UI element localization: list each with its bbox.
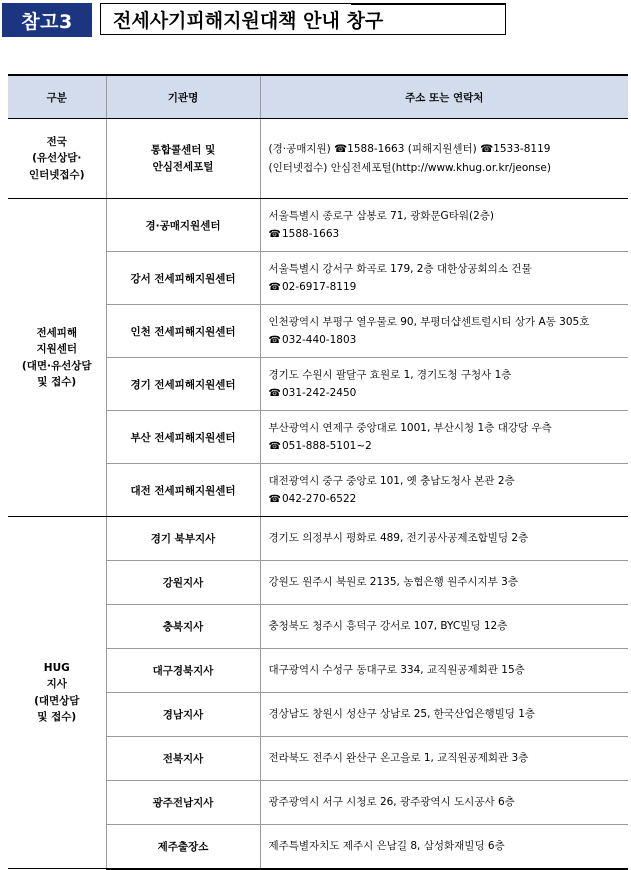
address-cell: 전라북도 전주시 완산구 온고을로 1, 교직원공제회관 3층 bbox=[260, 737, 628, 781]
address-cell: 대구광역시 수성구 동대구로 334, 교직원공제회관 15층 bbox=[260, 649, 628, 693]
address-cell: 경기도 수원시 팔달구 효원로 1, 경기도청 구청사 1층 ☎031-242-2450 bbox=[260, 358, 628, 411]
phone-icon: ☎ bbox=[268, 440, 281, 452]
org-gyeonggi-center: 경기 전세피해지원센터 bbox=[106, 358, 260, 411]
page-title-box bbox=[100, 3, 506, 35]
address-cell: 부산광역시 연제구 중앙대로 1001, 부산시청 1층 대강당 우측 ☎051-888-5101~2 bbox=[260, 411, 628, 464]
column-header-category: 구분 bbox=[8, 75, 106, 119]
table-row bbox=[8, 119, 628, 199]
org-gyeongnam-branch: 경남지사 bbox=[106, 693, 260, 737]
address-call-center: (경·공매지원) ☎1588-1663 (피해지원센터) ☎1533-8119 (인터넷접수) 안심전세포털(http://www.khug.or.kr/jeonse) bbox=[260, 119, 628, 199]
column-header-address: 주소 또는 연락처 bbox=[260, 75, 628, 119]
category-nationwide: 전국 (유선상담· 인터넷접수) bbox=[8, 119, 106, 199]
org-jeju-office: 제주출장소 bbox=[106, 825, 260, 869]
address-cell: 서울특별시 종로구 삼봉로 71, 광화문G타워(2층) ☎1588-1663 bbox=[260, 199, 628, 252]
page-header bbox=[0, 0, 631, 44]
reference-badge: 참고3 bbox=[2, 3, 92, 37]
table-row bbox=[8, 199, 628, 252]
page-title: 전세사기피해지원대책 안내 창구 bbox=[113, 9, 384, 32]
org-daegu-gyeongbuk-branch: 대구경북지사 bbox=[106, 649, 260, 693]
address-cell: 충청북도 청주시 흥덕구 강서로 107, BYC빌딩 12층 bbox=[260, 605, 628, 649]
org-gangwon-branch: 강원지사 bbox=[106, 561, 260, 605]
address-cell: 경기도 의정부시 평화로 489, 전기공사공제조합빌딩 2층 bbox=[260, 517, 628, 561]
org-call-center: 통합콜센터 및 안심전세포털 bbox=[106, 119, 260, 199]
org-jeonbuk-branch: 전북지사 bbox=[106, 737, 260, 781]
org-chungbuk-branch: 충북지사 bbox=[106, 605, 260, 649]
org-incheon-center: 인천 전세피해지원센터 bbox=[106, 305, 260, 358]
phone-icon: ☎ bbox=[268, 334, 281, 346]
phone-icon: ☎ bbox=[268, 387, 281, 399]
address-cell: 광주광역시 서구 시청로 26, 광주광역시 도시공사 6층 bbox=[260, 781, 628, 825]
table-row bbox=[8, 517, 628, 561]
address-cell: 서울특별시 강서구 화곡로 179, 2층 대한상공회의소 건물 ☎02-6917-8119 bbox=[260, 252, 628, 305]
title-top-rule bbox=[351, 3, 506, 5]
address-cell: 강원도 원주시 북원로 2135, 농협은행 원주시지부 3층 bbox=[260, 561, 628, 605]
phone-icon: ☎ bbox=[268, 493, 281, 505]
address-cell: 대전광역시 중구 중앙로 101, 옛 충남도청사 본관 2층 ☎042-270-6522 bbox=[260, 464, 628, 517]
org-busan-center: 부산 전세피해지원센터 bbox=[106, 411, 260, 464]
org-gangseo-center: 강서 전세피해지원센터 bbox=[106, 252, 260, 305]
org-daejeon-center: 대전 전세피해지원센터 bbox=[106, 464, 260, 517]
address-cell: 제주특별자치도 제주시 은남길 8, 삼성화재빌딩 6층 bbox=[260, 825, 628, 869]
category-hug-branch: HUG 지사 (대면상담 및 접수) bbox=[8, 517, 106, 869]
phone-icon: ☎ bbox=[268, 281, 281, 293]
org-gwangju-jeonnam-branch: 광주전남지사 bbox=[106, 781, 260, 825]
address-cell: 경상남도 창원시 성산구 상남로 25, 한국산업은행빌딩 1층 bbox=[260, 693, 628, 737]
column-header-organization: 기관명 bbox=[106, 75, 260, 119]
phone-icon: ☎ bbox=[268, 228, 281, 240]
contact-table bbox=[8, 74, 628, 870]
org-auction-support-center: 경·공매지원센터 bbox=[106, 199, 260, 252]
category-damage-support-center: 전세피해 지원센터 (대면·유선상담 및 접수) bbox=[8, 199, 106, 517]
table-header-row bbox=[8, 75, 628, 119]
org-gyeonggi-north-branch: 경기 북부지사 bbox=[106, 517, 260, 561]
address-cell: 인천광역시 부평구 열우물로 90, 부평더샵센트럴시티 상가 A동 305호 ☎032-440-1803 bbox=[260, 305, 628, 358]
